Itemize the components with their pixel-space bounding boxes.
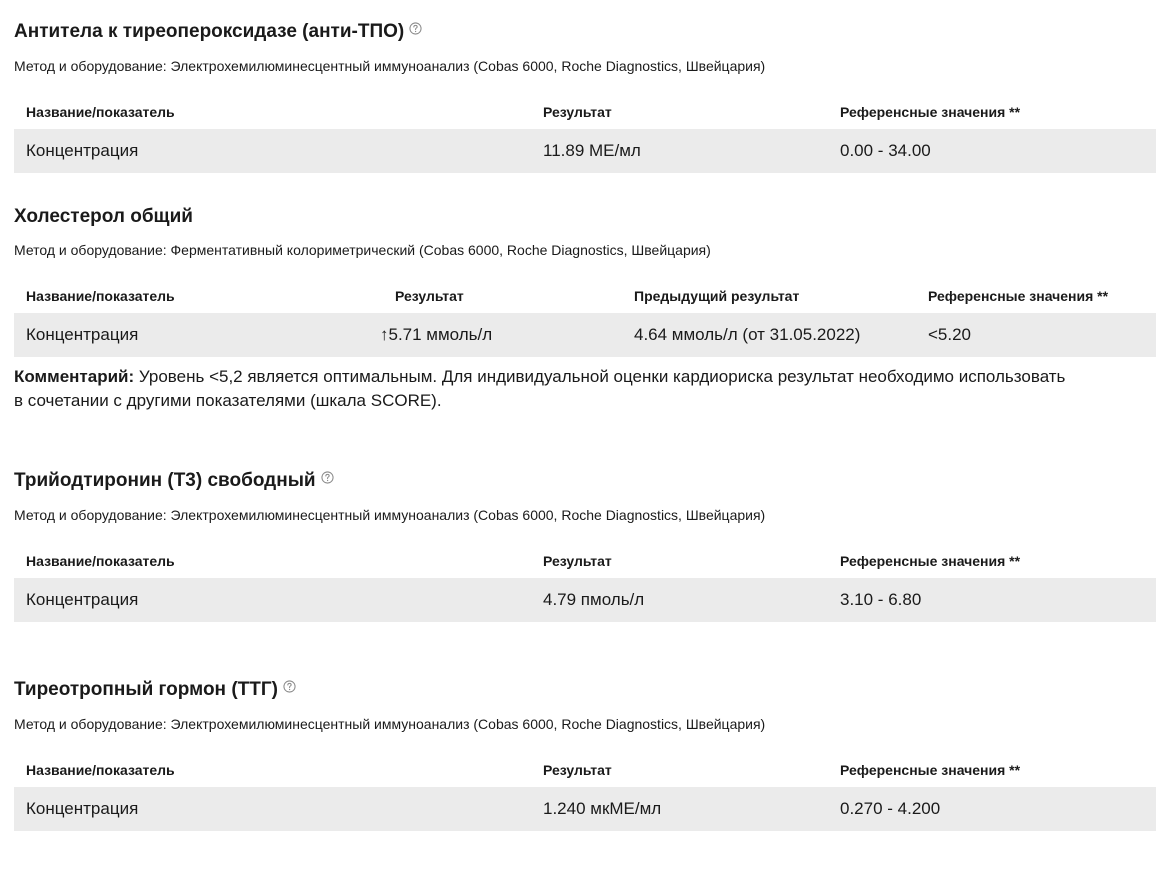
row-previous: 4.64 ммоль/л (от 31.05.2022) <box>634 325 861 344</box>
question-circle-icon[interactable] <box>321 471 334 484</box>
comment-text: Уровень <5,2 является оптимальным. Для индивидуальной оценки кардиориска результат необходимо использовать в сочетании с другими показателями (шкала SCORE). <box>14 367 1066 410</box>
question-circle-icon[interactable] <box>409 22 422 35</box>
row-reference: 0.270 - 4.200 <box>840 799 941 818</box>
arrow-up-icon: ↑ <box>380 325 389 344</box>
row-reference: <5.20 <box>928 325 972 344</box>
header-result: Результат <box>395 288 464 304</box>
table-row <box>14 129 1156 173</box>
row-result-cell <box>380 313 492 357</box>
section-title-text: Тиреотропный гормон (ТТГ) <box>14 679 278 700</box>
section-title <box>14 20 422 44</box>
section-title-text: Трийодтиронин (Т3) свободный <box>14 470 316 491</box>
method-description: Метод и оборудование: Ферментативный колориметрический (Cobas 6000, Roche Diagnostics, Швейцария) <box>14 242 711 258</box>
comment-label: Комментарий: <box>14 367 135 386</box>
header-reference: Референсные значения ** <box>840 553 1021 569</box>
header-reference: Референсные значения ** <box>928 288 1109 304</box>
section-title <box>14 678 296 702</box>
row-reference: 3.10 - 6.80 <box>840 590 922 609</box>
row-result: 1.240 мкМЕ/мл <box>543 799 662 818</box>
header-result: Результат <box>543 104 612 120</box>
header-name: Название/показатель <box>26 288 175 304</box>
row-name: Концентрация <box>26 325 139 344</box>
table-row <box>14 578 1156 622</box>
row-name: Концентрация <box>26 590 139 609</box>
method-description: Метод и оборудование: Электрохемилюминесцентный иммуноанализ (Cobas 6000, Roche Diagnostics, Швейцария) <box>14 716 766 732</box>
header-reference: Референсные значения ** <box>840 762 1021 778</box>
section-title-text: Холестерол общий <box>14 206 193 227</box>
row-result: 11.89 МЕ/мл <box>543 141 641 160</box>
section-title <box>14 469 334 493</box>
row-result: 5.71 ммоль/л <box>388 325 493 344</box>
row-result: 4.79 пмоль/л <box>543 590 645 609</box>
row-name: Концентрация <box>26 799 139 818</box>
method-description: Метод и оборудование: Электрохемилюминесцентный иммуноанализ (Cobas 6000, Roche Diagnostics, Швейцария) <box>14 58 766 74</box>
comment <box>14 365 1074 413</box>
header-name: Название/показатель <box>26 104 175 120</box>
section-title <box>14 205 193 229</box>
method-description: Метод и оборудование: Электрохемилюминесцентный иммуноанализ (Cobas 6000, Roche Diagnostics, Швейцария) <box>14 507 766 523</box>
table-row <box>14 313 1156 357</box>
header-name: Название/показатель <box>26 553 175 569</box>
header-previous: Предыдущий результат <box>634 288 800 304</box>
header-result: Результат <box>543 553 612 569</box>
section-title-text: Антитела к тиреопероксидазе (анти-ТПО) <box>14 21 405 42</box>
header-name: Название/показатель <box>26 762 175 778</box>
table-row <box>14 787 1156 831</box>
row-reference: 0.00 - 34.00 <box>840 141 931 160</box>
header-result: Результат <box>543 762 612 778</box>
row-name: Концентрация <box>26 141 139 160</box>
question-circle-icon[interactable] <box>283 680 296 693</box>
header-reference: Референсные значения ** <box>840 104 1021 120</box>
